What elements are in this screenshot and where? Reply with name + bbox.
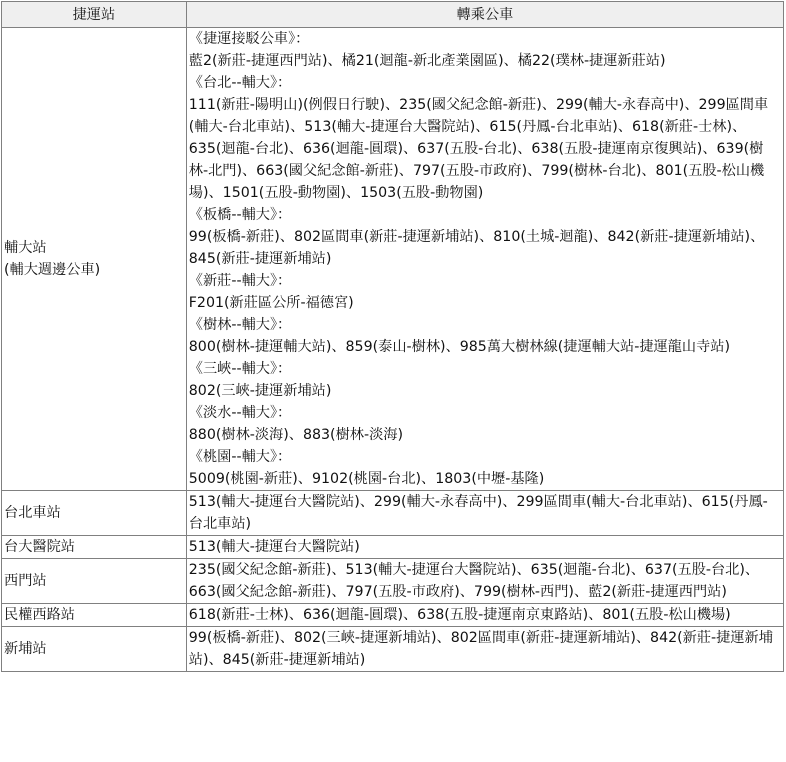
bus-list: 藍2(新莊-捷運西門站)、橘21(迴龍-新北產業園區)、橘22(璞林-捷運新莊站)	[188, 53, 666, 69]
table-row	[2, 536, 784, 559]
bus-list: 880(樹林-淡海)、883(樹林-淡海)	[188, 427, 403, 443]
bus-list: 800(樹林-捷運輔大站)、859(泰山-樹林)、985萬大樹林線(捷運輔大站-捷運龍山寺站)	[188, 339, 731, 355]
table-header-row	[2, 2, 784, 28]
bus-cell	[186, 627, 783, 672]
bus-list: 99(板橋-新莊)、802(三峽-捷運新埔站)、802區間車(新莊-捷運新埔站)、842(新莊-捷運新埔站)、845(新莊-捷運新埔站)	[188, 630, 773, 668]
station-cell	[2, 536, 187, 559]
station-name: 新埔站	[4, 641, 47, 657]
bus-group-heading: 《桃園--輔大》：	[188, 449, 292, 465]
station-note: (輔大週邊公車)	[4, 262, 101, 278]
station-name: 民權西路站	[4, 607, 75, 623]
station-name: 台北車站	[4, 505, 61, 521]
station-name: 西門站	[4, 573, 47, 589]
station-cell	[2, 604, 187, 627]
station-cell	[2, 491, 187, 536]
station-cell	[2, 28, 187, 491]
bus-group-heading: 《三峽--輔大》：	[188, 361, 292, 377]
bus-cell	[186, 604, 783, 627]
bus-cell	[186, 536, 783, 559]
bus-list: 513(輔大-捷運台大醫院站)、299(輔大-永春高中)、299區間車(輔大-台北車站)、615(丹鳳-台北車站)	[188, 494, 768, 532]
table-row	[2, 28, 784, 491]
station-cell	[2, 627, 187, 672]
bus-list: 513(輔大-捷運台大醫院站)	[188, 539, 360, 555]
table-row	[2, 604, 784, 627]
bus-list: 5009(桃園-新莊)、9102(桃園-台北)、1803(中壢-基隆)	[188, 471, 545, 487]
table-row	[2, 627, 784, 672]
bus-list: 802(三峽-捷運新埔站)	[188, 383, 332, 399]
bus-group-heading: 《台北--輔大》：	[188, 75, 292, 91]
bus-list: 111(新莊-陽明山)(例假日行駛)、235(國父紀念館-新莊)、299(輔大-永春高中)、299區間車(輔大-台北車站)、513(輔大-捷運台大醫院站)、615(丹鳳-台北車站)、618(新莊-士林)、635(迴龍-台北)、636(迴龍-圓環)、637(五股-台北)、638(五股-捷運南京復興站)、639(樹林-北門)、663(國父紀念館-新莊)、797(五股-市政府)、799(樹林-台北)、801(五股-松山機場)、1501(五股-動物園)、1503(五股-動物園)	[188, 97, 769, 201]
bus-cell	[186, 559, 783, 604]
bus-list: 618(新莊-士林)、636(迴龍-圓環)、638(五股-捷運南京東路站)、801(五股-松山機場)	[188, 607, 731, 623]
bus-group-heading: 《新莊--輔大》：	[188, 273, 292, 289]
bus-group-heading: 《捷運接駁公車》：	[188, 31, 310, 47]
bus-list: 235(國父紀念館-新莊)、513(輔大-捷運台大醫院站)、635(迴龍-台北)、637(五股-台北)、663(國父紀念館-新莊)、797(五股-市政府)、799(樹林-西門)、藍2(新莊-捷運西門站)	[188, 562, 760, 600]
bus-list: F201(新莊區公所-福德宮)	[188, 295, 354, 311]
bus-group-heading: 《淡水--輔大》：	[188, 405, 292, 421]
station-cell	[2, 559, 187, 604]
station-name: 輔大站	[4, 240, 47, 256]
bus-column-header: 轉乘公車	[186, 2, 783, 28]
table-row	[2, 491, 784, 536]
table-row	[2, 559, 784, 604]
station-name: 台大醫院站	[4, 539, 75, 555]
station-column-header: 捷運站	[2, 2, 187, 28]
bus-group-heading: 《樹林--輔大》：	[188, 317, 292, 333]
bus-list: 99(板橋-新莊)、802區間車(新莊-捷運新埔站)、810(土城-迴龍)、842(新莊-捷運新埔站)、845(新莊-捷運新埔站)	[188, 229, 765, 267]
bus-cell	[186, 491, 783, 536]
bus-group-heading: 《板橋--輔大》：	[188, 207, 292, 223]
bus-cell	[186, 28, 783, 491]
transfer-bus-table	[1, 1, 784, 672]
